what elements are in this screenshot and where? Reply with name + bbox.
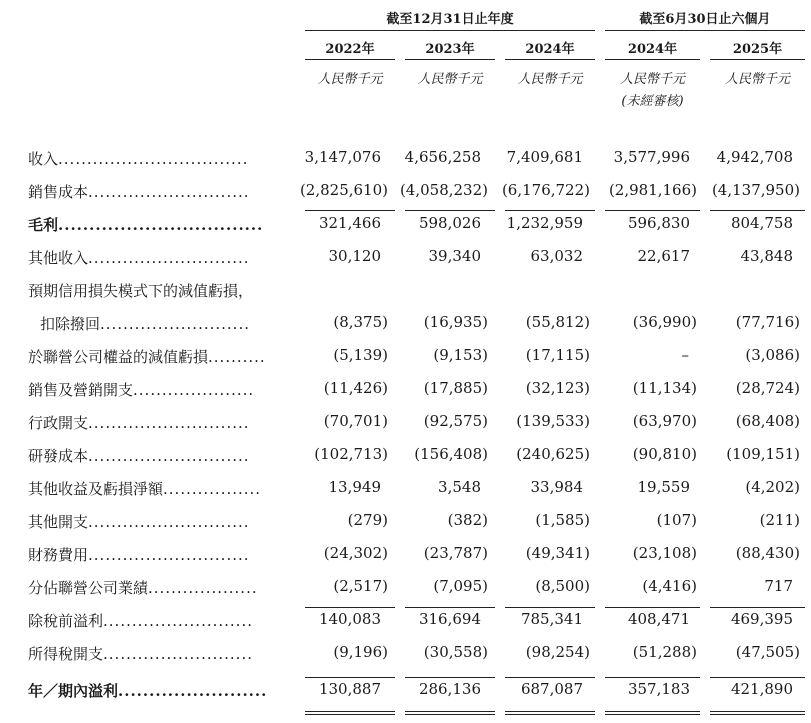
- row-value-col-1: (5,139): [333, 346, 388, 364]
- rule-above-pbt-2: [405, 607, 495, 608]
- row-value-col-1: 3,147,076: [304, 148, 381, 166]
- rule-above-profit-5: [710, 677, 805, 678]
- row-label-text: 其他收益及虧損淨額: [28, 480, 164, 498]
- row-label: [28, 610, 253, 631]
- leader-dots: ............................: [88, 183, 250, 201]
- row-value-col-2: 598,026: [418, 214, 481, 232]
- double-rule-top-5: [710, 711, 805, 712]
- row-value-col-4: (107): [656, 511, 697, 529]
- double-rule-top-4: [605, 711, 700, 712]
- leader-dots: .................................: [58, 150, 249, 168]
- leader-dots: ..........................: [103, 645, 253, 663]
- row-label-text: 年／期內溢利: [28, 682, 119, 700]
- row-value-col-4: (4,416): [642, 577, 697, 595]
- row-label: [28, 148, 248, 169]
- row-value-col-5: (28,724): [735, 379, 800, 397]
- row-value-col-1: (24,302): [323, 544, 388, 562]
- header-group-annual-rule: [305, 30, 595, 31]
- double-rule-bottom-4: [605, 714, 700, 715]
- year-rule-3: [505, 59, 595, 60]
- rule-above-gross-profit-2: [405, 210, 495, 211]
- row-value-col-3: (32,123): [525, 379, 590, 397]
- leader-dots: ............................: [88, 249, 250, 267]
- row-value-col-3: (49,341): [525, 544, 590, 562]
- row-label-text: 行政開支: [28, 414, 89, 432]
- year-rule-1: [305, 59, 395, 60]
- rule-above-gross-profit-3: [505, 210, 595, 211]
- double-rule-top-1: [305, 711, 395, 712]
- row-value-col-2: 4,656,258: [404, 148, 481, 166]
- row-value-col-3: (8,500): [535, 577, 590, 595]
- row-label: [28, 379, 254, 400]
- double-rule-bottom-5: [710, 714, 805, 715]
- row-value-col-2: (16,935): [423, 313, 488, 331]
- row-value-col-5: (88,430): [735, 544, 800, 562]
- leader-dots: ............................: [88, 414, 250, 432]
- row-label-text: 銷售成本: [28, 183, 89, 201]
- year-header-2: 2023年: [425, 42, 475, 57]
- header-group-interim: 截至6月30日止六個月: [639, 12, 771, 27]
- row-value-col-5: (109,151): [726, 445, 800, 463]
- row-value-col-4: 357,183: [627, 680, 690, 698]
- row-value-col-4: (2,981,166): [608, 181, 697, 199]
- row-value-col-1: (2,825,610): [299, 181, 388, 199]
- leader-dots: ............................: [88, 546, 250, 564]
- unit-label-2: 人民幣千元: [417, 72, 483, 87]
- row-label-text: 預期信用損失模式下的減值虧損，: [28, 282, 254, 300]
- double-rule-top-2: [405, 711, 495, 712]
- row-value-col-5: 43,848: [740, 247, 793, 265]
- row-label: [28, 214, 263, 235]
- row-value-col-2: 316,694: [418, 610, 481, 628]
- row-value-col-2: (30,558): [423, 643, 488, 661]
- row-value-col-1: (9,196): [333, 643, 388, 661]
- row-value-col-3: 1,232,959: [506, 214, 583, 232]
- row-value-col-3: (55,812): [525, 313, 590, 331]
- unit-label-5: 人民幣千元: [724, 72, 790, 87]
- row-value-col-2: 39,340: [428, 247, 481, 265]
- row-label: [28, 280, 253, 301]
- rule-above-profit-2: [405, 677, 495, 678]
- header-group-annual: 截至12月31日止年度: [386, 12, 514, 27]
- row-label: [28, 247, 250, 268]
- row-label: [28, 544, 250, 565]
- leader-dots: ............................: [88, 513, 250, 531]
- row-value-col-5: 469,395: [730, 610, 793, 628]
- leader-dots: .................................: [58, 216, 264, 234]
- unit-label-4: 人民幣千元: [619, 72, 685, 87]
- year-header-5: 2025年: [732, 42, 783, 57]
- row-value-col-3: (1,585): [535, 511, 590, 529]
- year-rule-2: [405, 59, 495, 60]
- row-label: [28, 577, 258, 598]
- row-value-col-1: (70,701): [323, 412, 388, 430]
- leader-dots: .....................: [133, 381, 255, 399]
- rule-above-profit-1: [305, 677, 395, 678]
- row-value-col-4: 3,577,996: [613, 148, 690, 166]
- year-rule-5: [710, 59, 805, 60]
- unit-label-3: 人民幣千元: [517, 72, 583, 87]
- row-value-col-1: (2,517): [333, 577, 388, 595]
- row-label-text: 銷售及營銷開支: [28, 381, 134, 399]
- row-value-col-2: (4,058,232): [399, 181, 488, 199]
- row-value-col-4: (63,970): [632, 412, 697, 430]
- row-value-col-2: 3,548: [438, 478, 481, 496]
- row-label-text: 毛利: [28, 216, 59, 234]
- row-label: [28, 478, 261, 499]
- row-label: [28, 445, 250, 466]
- unit-label-1: 人民幣千元: [317, 72, 383, 87]
- row-label: [28, 511, 250, 532]
- header-group-interim-rule: [605, 30, 805, 31]
- row-value-col-3: (139,533): [516, 412, 590, 430]
- row-value-col-4: (11,134): [632, 379, 697, 397]
- row-label: [28, 643, 253, 664]
- row-value-col-4: –: [681, 346, 689, 364]
- row-label-text: 分佔聯營公司業績: [28, 579, 149, 597]
- row-label: [28, 680, 267, 701]
- rule-above-profit-3: [505, 677, 595, 678]
- leader-dots: ..........................: [103, 612, 253, 630]
- double-rule-bottom-3: [505, 714, 595, 715]
- row-value-col-4: (23,108): [632, 544, 697, 562]
- row-value-col-3: (6,176,722): [501, 181, 590, 199]
- rule-above-profit-4: [605, 677, 700, 678]
- row-label: [28, 181, 250, 202]
- rule-above-pbt-4: [605, 607, 700, 608]
- row-value-col-5: (4,202): [745, 478, 800, 496]
- row-label-text: 財務費用: [28, 546, 89, 564]
- row-label: [28, 412, 250, 433]
- row-value-col-3: 687,087: [520, 680, 583, 698]
- row-value-col-2: (156,408): [414, 445, 488, 463]
- row-value-col-1: (279): [347, 511, 388, 529]
- row-value-col-5: (3,086): [745, 346, 800, 364]
- row-label-text: 於聯營公司權益的減值虧損: [28, 348, 209, 366]
- row-value-col-3: (17,115): [525, 346, 590, 364]
- row-value-col-3: (240,625): [516, 445, 590, 463]
- double-rule-bottom-2: [405, 714, 495, 715]
- row-value-col-2: (7,095): [433, 577, 488, 595]
- unaudited-note: (未經審核): [621, 94, 684, 109]
- row-label-text: 除稅前溢利: [28, 612, 104, 630]
- row-value-col-4: 22,617: [637, 247, 690, 265]
- row-value-col-4: 19,559: [637, 478, 690, 496]
- year-header-4: 2024年: [627, 42, 678, 57]
- row-value-col-1: (11,426): [323, 379, 388, 397]
- leader-dots: ...................: [148, 579, 258, 597]
- row-label: [40, 313, 250, 334]
- rule-above-gross-profit-1: [305, 210, 395, 211]
- row-value-col-5: (68,408): [735, 412, 800, 430]
- row-value-col-5: 4,942,708: [716, 148, 793, 166]
- row-label-text: 收入: [28, 150, 59, 168]
- row-value-col-1: 321,466: [318, 214, 381, 232]
- row-value-col-5: (77,716): [735, 313, 800, 331]
- row-value-col-2: (92,575): [423, 412, 488, 430]
- year-header-1: 2022年: [325, 42, 375, 57]
- row-value-col-5: 421,890: [730, 680, 793, 698]
- rule-above-pbt-3: [505, 607, 595, 608]
- row-value-col-2: (9,153): [433, 346, 488, 364]
- leader-dots: ............................: [88, 447, 250, 465]
- row-value-col-2: (382): [447, 511, 488, 529]
- row-value-col-4: 408,471: [627, 610, 690, 628]
- row-value-col-3: 7,409,681: [506, 148, 583, 166]
- row-value-col-2: (17,885): [423, 379, 488, 397]
- row-label: [28, 346, 266, 367]
- row-value-col-4: 596,830: [627, 214, 690, 232]
- rule-above-pbt-5: [710, 607, 805, 608]
- row-value-col-2: (23,787): [423, 544, 488, 562]
- row-value-col-4: (90,810): [632, 445, 697, 463]
- year-rule-4: [605, 59, 700, 60]
- rule-above-gross-profit-5: [710, 210, 805, 211]
- row-value-col-1: 30,120: [328, 247, 381, 265]
- row-value-col-2: 286,136: [418, 680, 481, 698]
- row-value-col-1: 130,887: [318, 680, 381, 698]
- row-value-col-4: (36,990): [632, 313, 697, 331]
- row-value-col-5: 717: [764, 577, 793, 595]
- leader-dots: ..........: [208, 348, 266, 366]
- row-value-col-3: 33,984: [530, 478, 583, 496]
- row-label-text: 扣除撥回: [40, 315, 101, 333]
- year-header-3: 2024年: [525, 42, 575, 57]
- row-label-text: 其他開支: [28, 513, 89, 531]
- row-value-col-1: 13,949: [328, 478, 381, 496]
- leader-dots: .................: [163, 480, 262, 498]
- row-value-col-3: (98,254): [525, 643, 590, 661]
- row-value-col-5: (211): [759, 511, 800, 529]
- row-value-col-5: (4,137,950): [711, 181, 800, 199]
- row-value-col-5: (47,505): [735, 643, 800, 661]
- row-value-col-1: (102,713): [314, 445, 388, 463]
- leader-dots: ........................: [118, 682, 268, 700]
- row-value-col-3: 785,341: [520, 610, 583, 628]
- row-label-text: 研發成本: [28, 447, 89, 465]
- row-value-col-1: 140,083: [318, 610, 381, 628]
- row-value-col-4: (51,288): [632, 643, 697, 661]
- row-value-col-1: (8,375): [333, 313, 388, 331]
- leader-dots: ..........................: [100, 315, 250, 333]
- row-label-text: 所得稅開支: [28, 645, 104, 663]
- row-value-col-5: 804,758: [730, 214, 793, 232]
- row-value-col-3: 63,032: [530, 247, 583, 265]
- double-rule-top-3: [505, 711, 595, 712]
- double-rule-bottom-1: [305, 714, 395, 715]
- row-label-text: 其他收入: [28, 249, 89, 267]
- rule-above-gross-profit-4: [605, 210, 700, 211]
- rule-above-pbt-1: [305, 607, 395, 608]
